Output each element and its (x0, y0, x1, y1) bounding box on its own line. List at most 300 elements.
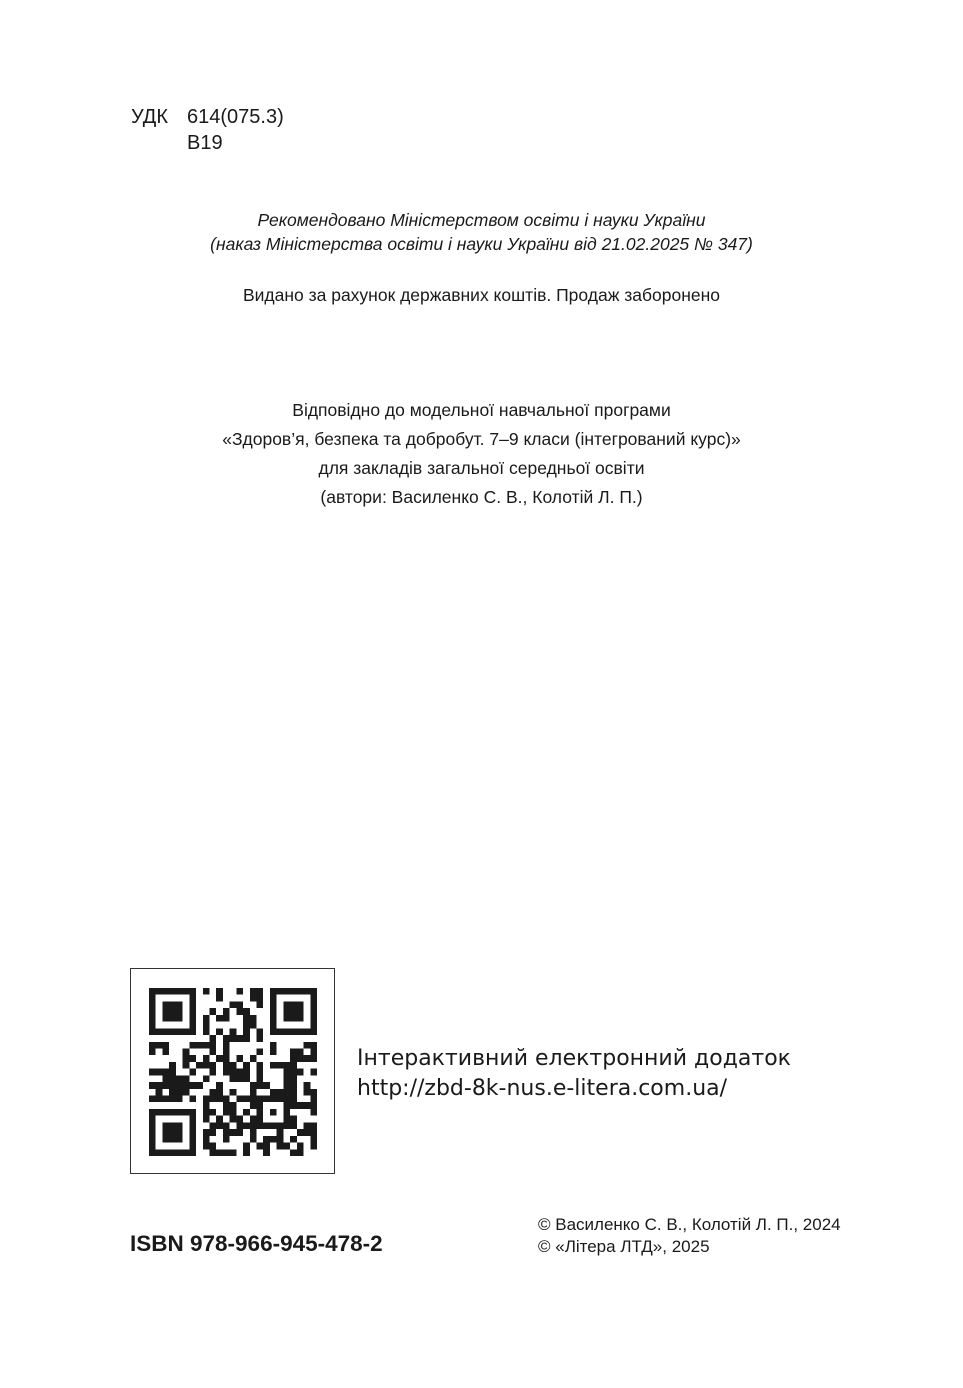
qr-module (169, 1062, 176, 1069)
qr-module (183, 1048, 190, 1055)
qr-module (230, 1129, 237, 1136)
qr-module (230, 1149, 237, 1156)
qr-module (169, 1089, 176, 1096)
qr-module (162, 1015, 169, 1022)
qr-module (310, 1136, 317, 1143)
qr-module (169, 1149, 176, 1156)
qr-module (223, 1048, 230, 1055)
qr-module (283, 1028, 290, 1035)
qr-module (169, 1015, 176, 1022)
qr-module (203, 1109, 210, 1116)
qr-module (169, 1008, 176, 1015)
qr-code[interactable] (130, 968, 335, 1174)
qr-module (290, 1136, 297, 1143)
qr-module (257, 1001, 264, 1008)
qr-module (209, 1042, 216, 1049)
qr-module (310, 1008, 317, 1015)
qr-module (243, 1075, 250, 1082)
qr-module (283, 1008, 290, 1015)
qr-module (243, 1028, 250, 1035)
qr-module (297, 1055, 304, 1062)
qr-module (310, 1055, 317, 1062)
qr-module (243, 1143, 250, 1150)
qr-module (162, 1136, 169, 1143)
qr-module (216, 1149, 223, 1156)
qr-module (189, 1082, 196, 1089)
qr-module (230, 1075, 237, 1082)
qr-module (183, 1149, 190, 1156)
qr-module (257, 1102, 264, 1109)
qr-module (236, 1001, 243, 1008)
qr-module (236, 1096, 243, 1103)
qr-module (250, 1102, 257, 1109)
qr-module (257, 1082, 264, 1089)
qr-module (223, 1136, 230, 1143)
qr-module (283, 1001, 290, 1008)
qr-module (236, 1075, 243, 1082)
qr-module (270, 1109, 277, 1116)
qr-module (257, 1062, 264, 1069)
qr-module (290, 1069, 297, 1076)
qr-module (156, 1089, 163, 1096)
qr-module (297, 1143, 304, 1150)
qr-module (209, 1008, 216, 1015)
qr-module (176, 1096, 183, 1103)
program-line-1: Відповідно до модельної навчальної програми (292, 400, 671, 420)
qr-module (203, 1143, 210, 1150)
qr-module (209, 1035, 216, 1042)
qr-module (149, 1122, 156, 1129)
qr-module (236, 1035, 243, 1042)
qr-module (169, 1069, 176, 1076)
qr-module (216, 1015, 223, 1022)
qr-module (283, 1082, 290, 1089)
recommendation-line-2: (наказ Міністерства освіти і науки України від 21.02.2025 № 347) (210, 234, 753, 254)
qr-module (176, 988, 183, 995)
qr-module (277, 1062, 284, 1069)
funding-note: Видано за рахунок державних коштів. Продаж заборонено (242, 285, 721, 305)
qr-module (230, 1109, 237, 1116)
qr-module (176, 1075, 183, 1082)
qr-module (176, 1109, 183, 1116)
qr-module (176, 1015, 183, 1022)
qr-module (290, 988, 297, 995)
qr-module (149, 988, 156, 995)
qr-module (277, 988, 284, 995)
qr-module (304, 1122, 311, 1129)
qr-module (203, 1055, 210, 1062)
qr-module (203, 1136, 210, 1143)
qr-module (169, 1109, 176, 1116)
qr-module (183, 1028, 190, 1035)
qr-module (283, 988, 290, 995)
qr-module (216, 995, 223, 1002)
qr-module (304, 1028, 311, 1035)
qr-module (209, 1048, 216, 1055)
qr-module (189, 1136, 196, 1143)
program-block (0, 396, 963, 512)
qr-module (270, 1096, 277, 1103)
qr-module (236, 1069, 243, 1076)
qr-module (223, 1069, 230, 1076)
qr-module (169, 1129, 176, 1136)
qr-module (169, 1122, 176, 1129)
isbn: ISBN 978-966-945-478-2 (130, 1231, 383, 1256)
qr-module (223, 1042, 230, 1049)
qr-module (290, 1122, 297, 1129)
qr-module (189, 1109, 196, 1116)
qr-module (290, 1048, 297, 1055)
qr-module (216, 1122, 223, 1129)
qr-module (189, 1008, 196, 1015)
qr-module (162, 1082, 169, 1089)
qr-module (236, 1129, 243, 1136)
qr-module (283, 1062, 290, 1069)
qr-module (290, 1149, 297, 1156)
qr-module (310, 1069, 317, 1076)
qr-module (257, 1109, 264, 1116)
qr-module (149, 1096, 156, 1103)
qr-module (189, 1149, 196, 1156)
qr-module (243, 1008, 250, 1015)
qr-module (162, 1042, 169, 1049)
qr-module (250, 1089, 257, 1096)
udc-label: УДК (131, 106, 169, 128)
qr-module (189, 1096, 196, 1103)
qr-module (257, 1069, 264, 1076)
qr-module (263, 1096, 270, 1103)
qr-module (243, 1122, 250, 1129)
qr-module (270, 1048, 277, 1055)
qr-module (283, 1075, 290, 1082)
qr-module (216, 1028, 223, 1035)
qr-module (257, 1096, 264, 1103)
qr-module (250, 988, 257, 995)
qr-module (263, 1122, 270, 1129)
qr-module (250, 1096, 257, 1103)
qr-module (189, 1129, 196, 1136)
qr-module (250, 1122, 257, 1129)
author-mark: В19 (187, 132, 223, 154)
qr-module (243, 1149, 250, 1156)
qr-module (230, 1062, 237, 1069)
qr-module (230, 1001, 237, 1008)
qr-module (149, 1082, 156, 1089)
qr-module (277, 1122, 284, 1129)
qr-module (162, 1109, 169, 1116)
qr-module (176, 1008, 183, 1015)
qr-module (304, 1129, 311, 1136)
qr-module (250, 1015, 257, 1022)
qr-module (283, 1089, 290, 1096)
copyright-line-1: © Василенко С. В., Колотій Л. П., 2024 (538, 1215, 841, 1234)
copyright-block (538, 1214, 841, 1258)
qr-module (297, 1001, 304, 1008)
qr-module (203, 1129, 210, 1136)
qr-module (189, 995, 196, 1002)
qr-module (183, 988, 190, 995)
qr-module (189, 1122, 196, 1129)
qr-module (223, 1096, 230, 1103)
qr-module (176, 1082, 183, 1089)
qr-module (169, 988, 176, 995)
qr-module (277, 1096, 284, 1103)
qr-module (310, 1042, 317, 1049)
qr-module (223, 1035, 230, 1042)
qr-module (162, 1048, 169, 1055)
qr-module (169, 1096, 176, 1103)
qr-module (162, 1096, 169, 1103)
qr-module (250, 1055, 257, 1062)
qr-module (310, 1129, 317, 1136)
qr-module (257, 1075, 264, 1082)
supplement-block (357, 1044, 791, 1104)
qr-module (223, 1055, 230, 1062)
qr-module (162, 1075, 169, 1082)
qr-module (189, 1042, 196, 1049)
qr-module (216, 1116, 223, 1123)
qr-module (149, 1129, 156, 1136)
qr-module (203, 1015, 210, 1022)
qr-module (176, 1136, 183, 1143)
qr-module (270, 1042, 277, 1049)
qr-module (216, 1082, 223, 1089)
qr-module (230, 1116, 237, 1123)
qr-module (209, 1129, 216, 1136)
qr-module (169, 1028, 176, 1035)
qr-module (236, 988, 243, 995)
qr-module (304, 1055, 311, 1062)
qr-module (189, 1001, 196, 1008)
qr-module (297, 1028, 304, 1035)
qr-module (297, 1048, 304, 1055)
qr-module (250, 1082, 257, 1089)
recommendation-block (0, 208, 963, 256)
qr-module (169, 1136, 176, 1143)
qr-module (189, 988, 196, 995)
qr-module (250, 1136, 257, 1143)
program-line-4: (автори: Василенко С. В., Колотій Л. П.) (320, 487, 643, 507)
qr-module (257, 988, 264, 995)
qr-module (216, 1055, 223, 1062)
qr-module (156, 1028, 163, 1035)
qr-module (283, 1143, 290, 1150)
qr-module (230, 1069, 237, 1076)
qr-module (304, 988, 311, 995)
qr-module (223, 1015, 230, 1022)
supplement-url[interactable]: http://zbd-8k-nus.e-litera.com.ua/ (357, 1076, 728, 1101)
qr-module (243, 1109, 250, 1116)
qr-module (236, 1055, 243, 1062)
qr-module (283, 1015, 290, 1022)
qr-module (223, 1109, 230, 1116)
qr-module (257, 1116, 264, 1123)
qr-module (189, 1055, 196, 1062)
qr-module (283, 1122, 290, 1129)
qr-module (297, 1102, 304, 1109)
qr-module (189, 1116, 196, 1123)
qr-module (203, 1075, 210, 1082)
qr-module (270, 1008, 277, 1015)
qr-module (310, 1048, 317, 1055)
qr-module (257, 1028, 264, 1035)
qr-module (176, 1028, 183, 1035)
qr-module (290, 1116, 297, 1123)
qr-module (243, 1096, 250, 1103)
qr-module (156, 1042, 163, 1049)
qr-module (290, 1075, 297, 1082)
qr-module (283, 1069, 290, 1076)
qr-module (243, 1035, 250, 1042)
qr-module (290, 1062, 297, 1069)
qr-module (162, 1028, 169, 1035)
qr-module (283, 1102, 290, 1109)
qr-module (230, 1028, 237, 1035)
qr-module (176, 1089, 183, 1096)
qr-module (277, 1143, 284, 1150)
qr-module (149, 1069, 156, 1076)
qr-module (250, 1129, 257, 1136)
qr-module (169, 1075, 176, 1082)
qr-module (183, 1089, 190, 1096)
qr-module (176, 1001, 183, 1008)
qr-module (277, 1089, 284, 1096)
qr-module (203, 1116, 210, 1123)
qr-module (290, 1028, 297, 1035)
qr-module (209, 1062, 216, 1069)
qr-module (162, 1149, 169, 1156)
qr-module (203, 1062, 210, 1069)
qr-module (290, 1055, 297, 1062)
qr-module (243, 1015, 250, 1022)
qr-module (304, 1042, 311, 1049)
qr-module (310, 1122, 317, 1129)
qr-module (203, 1028, 210, 1035)
qr-module (250, 1116, 257, 1123)
qr-module (149, 1109, 156, 1116)
qr-module (263, 1143, 270, 1150)
qr-module (283, 1116, 290, 1123)
qr-module (223, 1122, 230, 1129)
qr-module (277, 1136, 284, 1143)
qr-module (290, 1096, 297, 1103)
qr-module (270, 1022, 277, 1029)
qr-module (162, 1122, 169, 1129)
qr-module (149, 995, 156, 1002)
qr-module (189, 1015, 196, 1022)
qr-module (257, 1035, 264, 1042)
qr-module (270, 1015, 277, 1022)
qr-module (149, 1008, 156, 1015)
qr-module (203, 1096, 210, 1103)
qr-module (297, 988, 304, 995)
qr-module (243, 1022, 250, 1029)
qr-module (283, 1109, 290, 1116)
qr-module (149, 1048, 156, 1055)
qr-module (304, 1089, 311, 1096)
qr-module (277, 1129, 284, 1136)
qr-module (250, 1022, 257, 1029)
qr-module (176, 1149, 183, 1156)
qr-module (209, 1149, 216, 1156)
qr-module (223, 1008, 230, 1015)
qr-module (196, 1062, 203, 1069)
qr-module (290, 1089, 297, 1096)
qr-module (189, 1022, 196, 1029)
qr-module (156, 1069, 163, 1076)
qr-module (162, 1129, 169, 1136)
qr-module (270, 1122, 277, 1129)
qr-module (304, 1102, 311, 1109)
qr-module (149, 1015, 156, 1022)
qr-module (297, 1149, 304, 1156)
qr-module (310, 1022, 317, 1029)
qr-module (236, 1122, 243, 1129)
qr-module (156, 988, 163, 995)
qr-module (203, 1022, 210, 1029)
qr-module (183, 1109, 190, 1116)
udc-code: 614(075.3) (187, 106, 284, 128)
qr-module (196, 1042, 203, 1049)
qr-module (162, 1001, 169, 1008)
qr-module (209, 1096, 216, 1103)
qr-module (216, 988, 223, 995)
qr-module (203, 1042, 210, 1049)
qr-module (243, 1062, 250, 1069)
qr-module (149, 1136, 156, 1143)
qr-module (290, 1008, 297, 1015)
qr-module (310, 1096, 317, 1103)
qr-module (149, 1143, 156, 1150)
qr-module (250, 995, 257, 1002)
supplement-title: Інтерактивний електронний додаток (357, 1046, 791, 1071)
qr-module (270, 1001, 277, 1008)
qr-module (209, 1089, 216, 1096)
qr-code-icon (149, 988, 317, 1156)
qr-module (162, 988, 169, 995)
qr-module (297, 1015, 304, 1022)
qr-module (156, 1082, 163, 1089)
copyright-line-2: © «Літера ЛТД», 2025 (538, 1237, 710, 1256)
qr-module (169, 1001, 176, 1008)
qr-module (257, 1143, 264, 1150)
qr-module (183, 1055, 190, 1062)
qr-module (176, 1129, 183, 1136)
qr-module (297, 1069, 304, 1076)
qr-module (270, 1136, 277, 1143)
qr-module (149, 1022, 156, 1029)
qr-module (189, 1069, 196, 1076)
qr-module (290, 1001, 297, 1008)
qr-module (189, 1143, 196, 1150)
program-line-2: «Здоров’я, безпека та добробут. 7–9 класи (інтегрований курс)» (222, 429, 741, 449)
qr-module (290, 1015, 297, 1022)
qr-module (277, 1028, 284, 1035)
qr-module (149, 1116, 156, 1123)
qr-module (310, 988, 317, 995)
qr-module (236, 1008, 243, 1015)
qr-module (209, 1122, 216, 1129)
qr-module (209, 1069, 216, 1076)
qr-module (310, 1089, 317, 1096)
qr-module (310, 1028, 317, 1035)
qr-module (230, 1102, 237, 1109)
qr-module (149, 1149, 156, 1156)
qr-module (156, 1109, 163, 1116)
qr-module (162, 1008, 169, 1015)
qr-module (236, 1116, 243, 1123)
qr-module (257, 1122, 264, 1129)
